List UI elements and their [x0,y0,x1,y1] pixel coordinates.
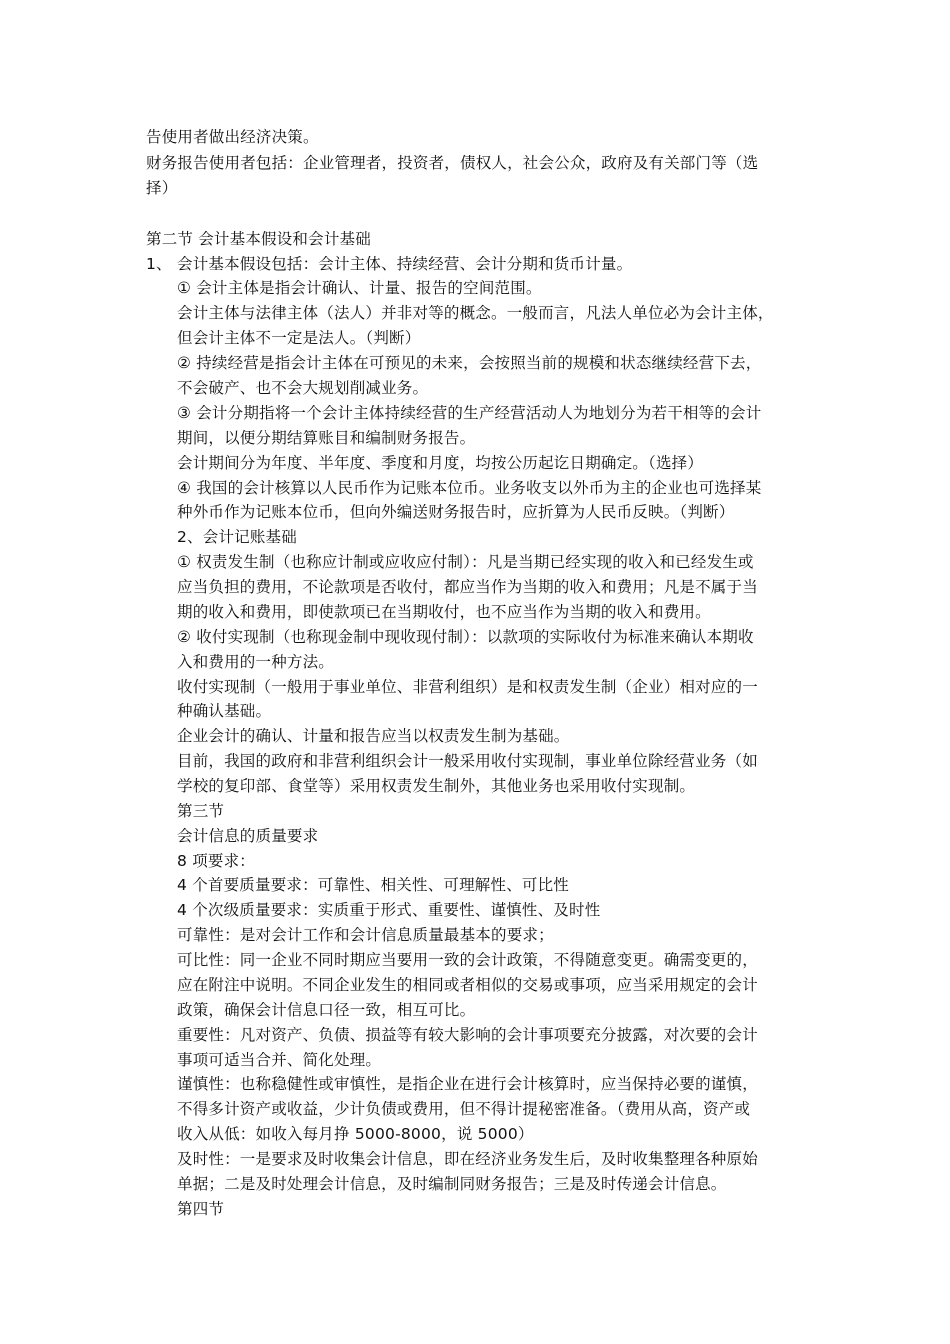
text-line: 会计期间分为年度、半年度、季度和月度，均按公历起讫日期确定。（选择） [177,454,704,472]
text-line: 种外币作为记账本位币，但向外编送财务报告时，应折算为人民币反映。（判断） [177,503,735,521]
text-line: 可靠性：是对会计工作和会计信息质量最基本的要求； [177,926,554,944]
text-line: 政策，确保会计信息口径一致，相互可比。 [177,1001,476,1019]
text-line: 可比性：同一企业不同时期应当要用一致的会计政策，不得随意变更。确需变更的， [177,951,758,969]
text-line: 企业会计的确认、计量和报告应当以权责发生制为基础。 [177,727,570,745]
text-line: 事项可适当合并、简化处理。 [177,1051,382,1069]
text-line: 及时性：一是要求及时收集会计信息，即在经济业务发生后，及时收集整理各种原始 [177,1150,758,1168]
text-line: 应在附注中说明。不同企业发生的相同或者相似的交易或事项，应当采用规定的会计 [177,976,758,994]
text-line: ③ 会计分期指将一个会计主体持续经营的生产经营活动人为地划分为若干相等的会计 [177,404,762,422]
text-line: 8 项要求： [177,852,255,870]
text-line: ① 权责发生制（也称应计制或应收应付制）：凡是当期已经实现的收入和已经发生或 [177,553,754,571]
text-line: 入和费用的一种方法。 [177,653,335,671]
text-line: 不得多计资产或收益，少计负债或费用，但不得计提秘密准备。（费用从高，资产或 [177,1100,751,1118]
section-heading: 第四节 [177,1200,225,1218]
text-line: 不会破产、也不会大规划削减业务。 [177,379,429,397]
subsection-heading: 2、会计记账基础 [177,528,297,546]
section-heading: 第二节 会计基本假设和会计基础 [146,230,371,248]
text-line: 期的收入和费用，即使款项已在当期收付，也不应当作为当期的收入和费用。 [177,603,711,621]
text-line: 但会计主体不一定是法人。（判断） [177,329,421,347]
text-line: 4 个首要质量要求：可靠性、相关性、可理解性、可比性 [177,876,569,894]
text-line: 择） [146,179,178,197]
text-line: 单据；二是及时处理会计信息，及时编制同财务报告；三是及时传递会计信息。 [177,1175,727,1193]
text-line: 应当负担的费用，不论款项是否收付，都应当作为当期的收入和费用；凡是不属于当 [177,578,758,596]
text-line: 目前，我国的政府和非营利组织会计一般采用收付实现制，事业单位除经营业务（如 [177,752,758,770]
text-line: 告使用者做出经济决策。 [146,128,319,146]
text-line: 会计主体与法律主体（法人）并非对等的概念。一般而言，凡法人单位必为会计主体， [177,304,774,322]
text-line: ① 会计主体是指会计确认、计量、报告的空间范围。 [177,279,542,297]
text-line: ② 收付实现制（也称现金制中现收现付制）：以款项的实际收付为标准来确认本期收 [177,628,754,646]
text-line: 收入从低：如收入每月挣 5000-8000，说 5000） [177,1125,534,1143]
text-line: 种确认基础。 [177,702,272,720]
text-line: 期间，以便分期结算账目和编制财务报告。 [177,429,476,447]
text-line: ④ 我国的会计核算以人民币作为记账本位币。业务收支以外币为主的企业也可选择某 [177,479,762,497]
text-line: 收付实现制（一般用于事业单位、非营利组织）是和权责发生制（企业）相对应的一 [177,678,758,696]
section-title: 会计信息的质量要求 [177,827,319,845]
list-number: 1、 [146,255,172,273]
section-heading: 第三节 [177,802,225,820]
text-line: 4 个次级质量要求：实质重于形式、重要性、谨慎性、及时性 [177,901,601,919]
text-line: 学校的复印部、食堂等）采用权责发生制外，其他业务也采用收付实现制。 [177,777,696,795]
text-line: ② 持续经营是指会计主体在可预见的未来，会按照当前的规模和状态继续经营下去， [177,354,762,372]
text-line: 会计基本假设包括：会计主体、持续经营、会计分期和货币计量。 [177,255,633,273]
text-line: 谨慎性：也称稳健性或审慎性，是指企业在进行会计核算时，应当保持必要的谨慎， [177,1075,758,1093]
text-line: 财务报告使用者包括：企业管理者，投资者，债权人，社会公众，政府及有关部门等（选 [146,154,759,172]
text-line: 重要性：凡对资产、负债、损益等有较大影响的会计事项要充分披露，对次要的会计 [177,1026,758,1044]
